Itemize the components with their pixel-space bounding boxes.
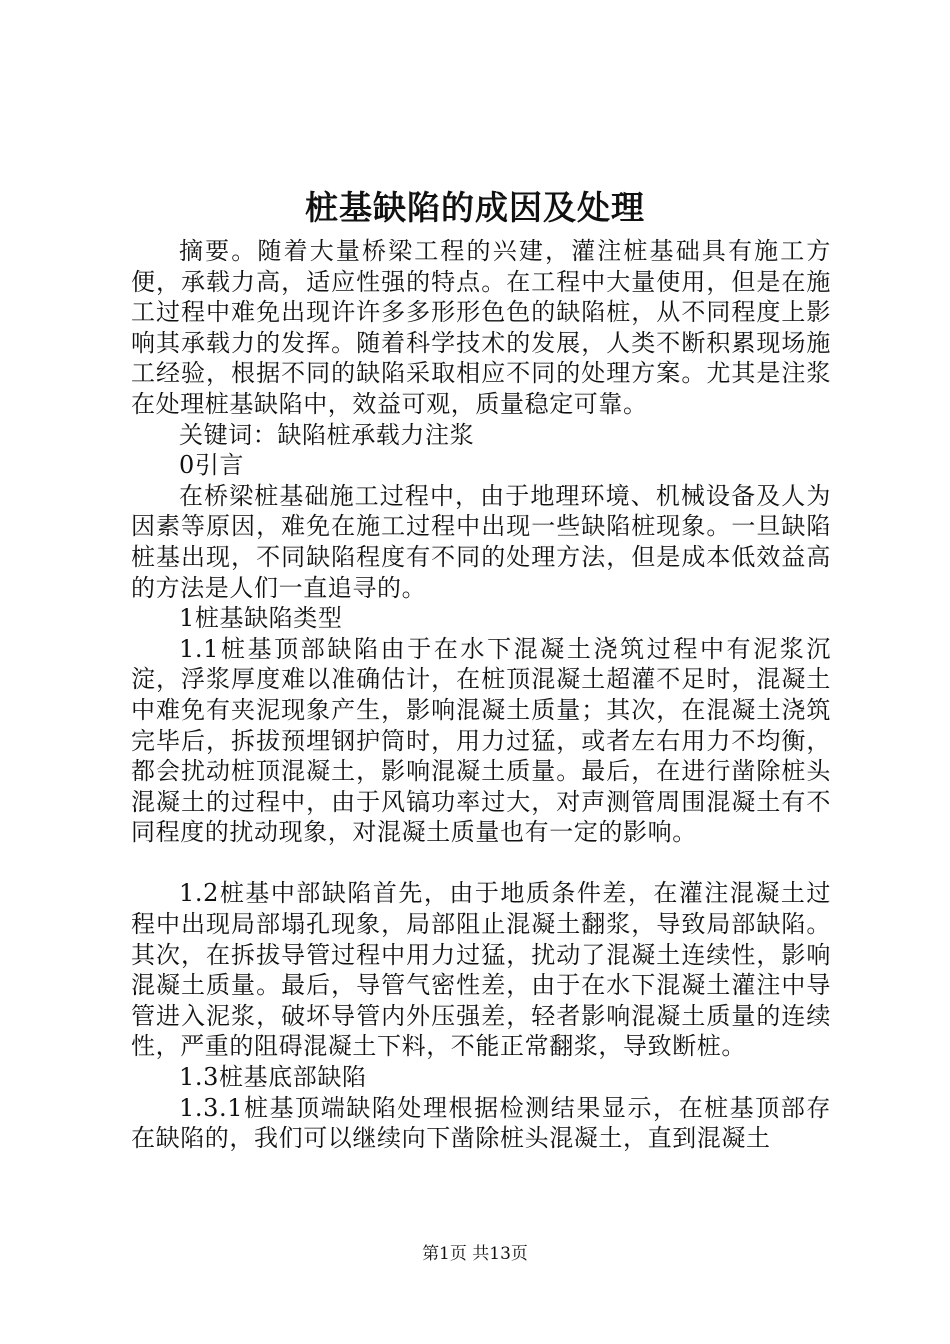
paragraph-section-1-2: 1.2桩基中部缺陷首先，由于地质条件差，在灌注混凝土过程中出现局部塌孔现象，局部阻止混凝土翻浆，导致局部缺陷。其次，在拆拔导管过程中用力过猛，扰动了混凝土连续性，影响混凝土质量。最后，导管气密性差，由于在水下混凝土灌注中导管进入泥浆，破坏导管内外压强差，轻者影响混凝土质量的连续性，严重的阻碍混凝土下料，不能正常翻浆，导致断桩。 xyxy=(131,879,831,1061)
heading-section-1-3: 1.3桩基底部缺陷 xyxy=(179,1063,367,1092)
paragraph-introduction: 在桥梁桩基础施工过程中，由于地理环境、机械设备及人为因素等原因，难免在施工过程中出现一些缺陷桩现象。一旦缺陷桩基出现，不同缺陷程度有不同的处理方法，但是成本低效益高的方法是人们一直追寻的。 xyxy=(131,481,831,602)
paragraph-section-1-1: 1.1桩基顶部缺陷由于在水下混凝土浇筑过程中有泥浆沉淀，浮浆厚度难以准确估计，在桩顶混凝土超灌不足时，混凝土中难免有夹泥现象产生，影响混凝土质量；其次，在混凝土浇筑完毕后，拆拔预埋钢护筒时，用力过猛，或者左右用力不均衡，都会扰动桩顶混凝土，影响混凝土质量。最后，在进行凿除桩头混凝土的过程中，由于风镐功率过大，对声测管周围混凝土有不同程度的扰动现象，对混凝土质量也有一定的影响。 xyxy=(131,634,831,847)
page-footer: 第1页 共13页 xyxy=(422,1244,528,1264)
paragraph-abstract: 摘要。随着大量桥梁工程的兴建，灌注桩基础具有施工方便，承载力高，适应性强的特点。在工程中大量使用，但是在施工过程中难免出现许许多多形形色色的缺陷桩，从不同程度上影响其承载力的发挥。随着科学技术的发展，人类不断积累现场施工经验，根据不同的缺陷采取相应不同的处理方案。尤其是注浆在处理桩基缺陷中，效益可观，质量稳定可靠。 xyxy=(131,237,831,418)
document-title: 桩基缺陷的成因及处理 xyxy=(305,188,645,227)
heading-introduction: 0引言 xyxy=(179,451,245,480)
paragraph-gap xyxy=(131,848,831,879)
heading-section-1: 1桩基缺陷类型 xyxy=(179,604,343,633)
document-body xyxy=(131,236,831,1154)
paragraph-section-1-3-1: 1.3.1桩基顶端缺陷处理根据检测结果显示，在桩基顶部存在缺陷的，我们可以继续向下凿除桩头混凝土，直到混凝土 xyxy=(131,1093,831,1153)
paragraph-keywords: 关键词：缺陷桩承载力注浆 xyxy=(179,420,475,449)
